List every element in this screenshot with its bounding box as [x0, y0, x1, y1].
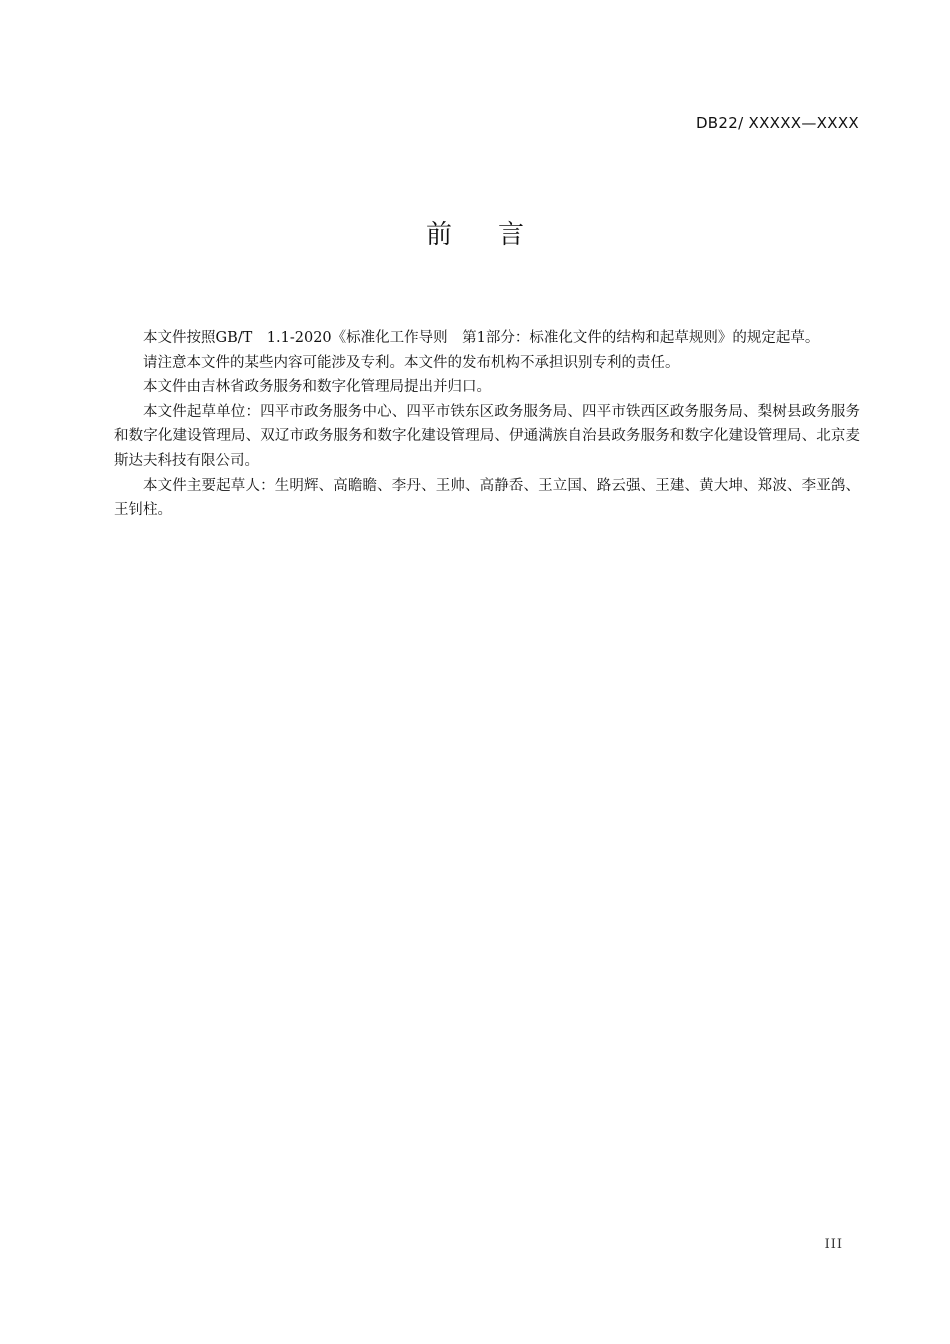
paragraph-drafting-rules: 本文件按照GB/T 1.1-2020《标准化工作导则 第1部分：标准化文件的结构和起草规则》的规定起草。	[143, 330, 820, 346]
page-title	[0, 214, 950, 251]
paragraph-drafters: 本文件主要起草人：生明辉、高瞻瞻、李丹、王帅、高静岙、王立国、路云强、王建、黄大坤、郑波、李亚鸽、王钊柱。	[114, 477, 860, 519]
page-title-char-2: 言	[498, 220, 525, 250]
foreword-body	[114, 326, 860, 523]
page-title-char-1: 前	[425, 220, 452, 250]
standard-code: DB22/ XXXXX—XXXX	[695, 114, 859, 132]
paragraph-patent-notice: 请注意本文件的某些内容可能涉及专利。本文件的发布机构不承担识别专利的责任。	[143, 354, 680, 371]
paragraph-proposer: 本文件由吉林省政务服务和数字化管理局提出并归口。	[143, 379, 491, 396]
paragraph-drafting-units: 本文件起草单位：四平市政务服务中心、四平市铁东区政务服务局、四平市铁西区政务服务局、梨树县政务服务和数字化建设管理局、双辽市政务服务和数字化建设管理局、伊通满族自治县政务服务和数字化建设管理局、北京麦斯达夫科技有限公司。	[114, 403, 860, 469]
page-number: III	[824, 1237, 843, 1252]
